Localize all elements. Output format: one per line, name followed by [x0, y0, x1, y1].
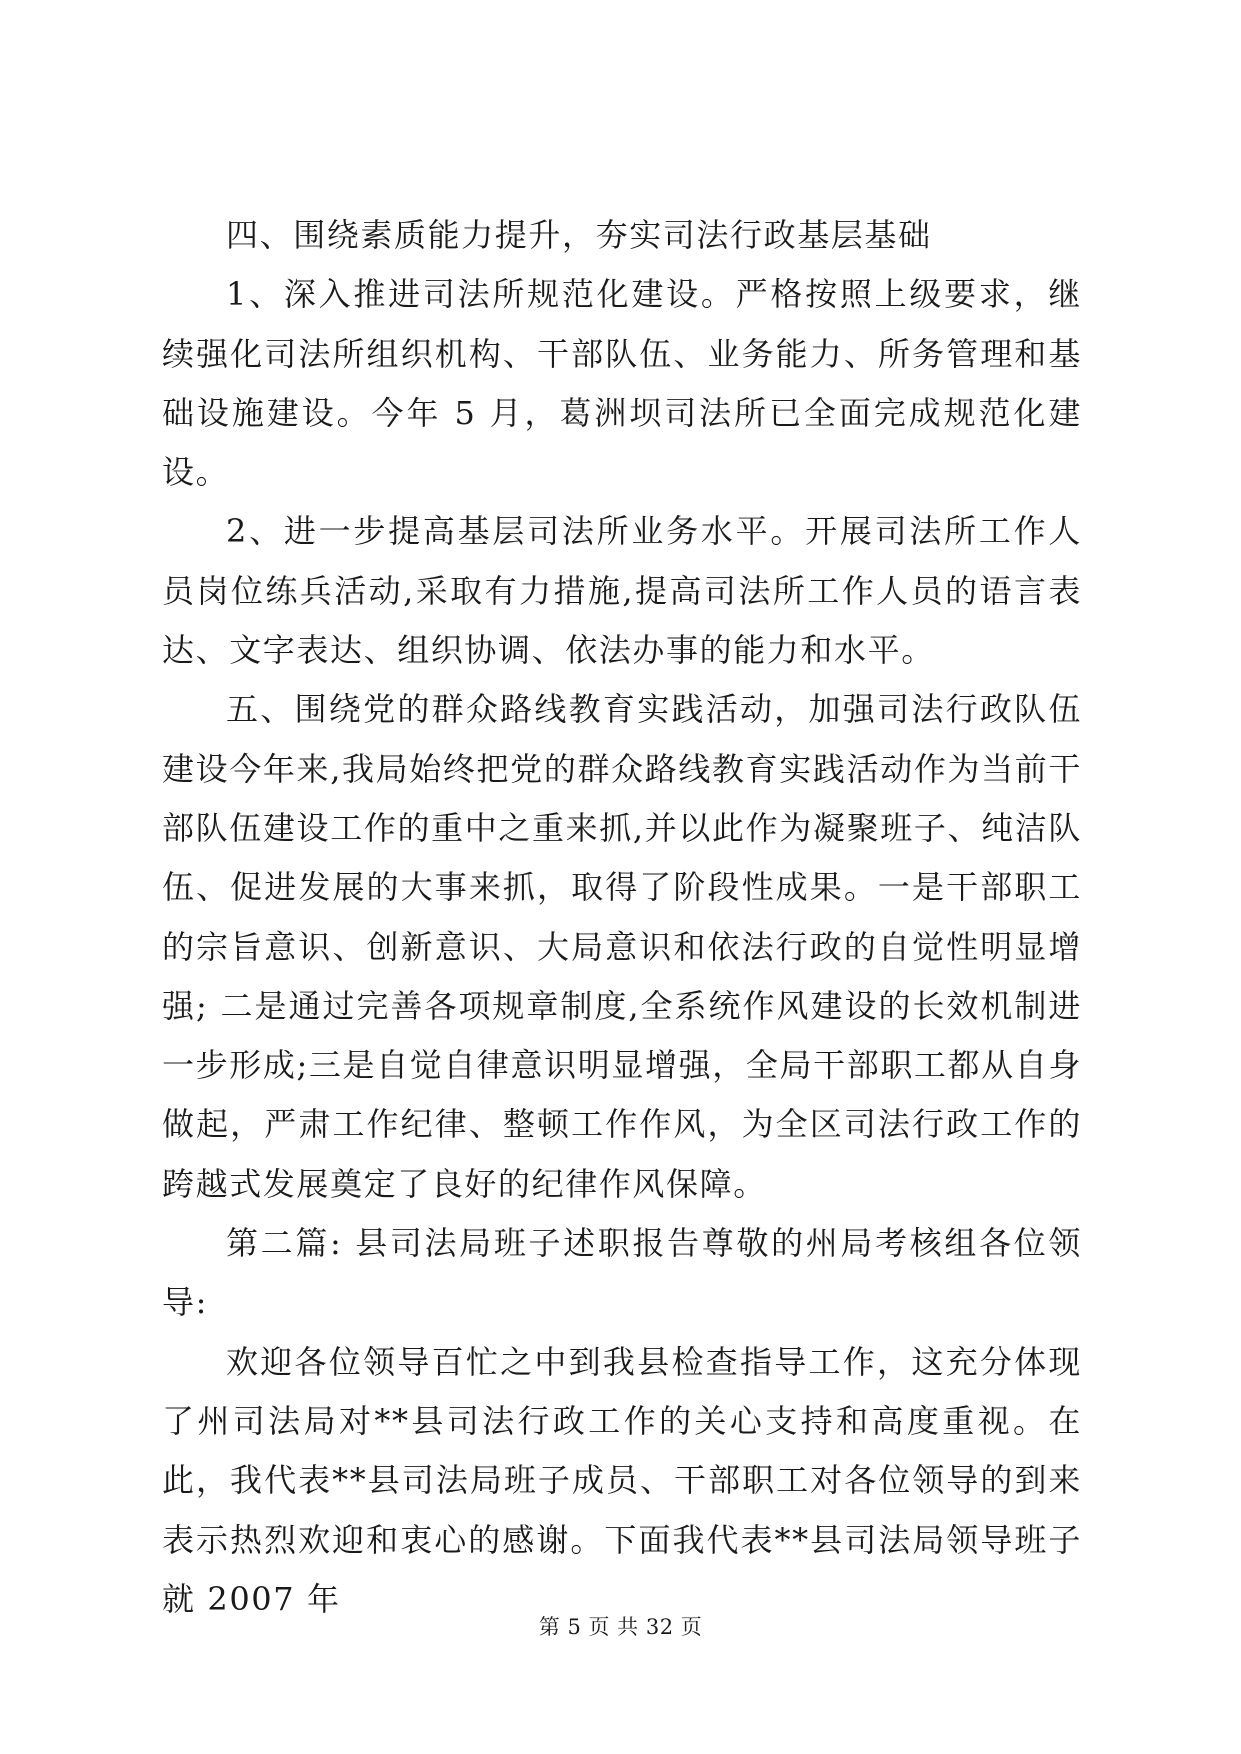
- paragraph-welcome: 欢迎各位领导百忙之中到我县检查指导工作，这充分体现了州司法局对**县司法行政工作的关心支持和高度重视。在此，我代表**县司法局班子成员、干部职工对各位领导的到来表示热烈欢迎和衷心的感谢。下面我代表**县司法局领导班子就 2007 年: [162, 1342, 1082, 1618]
- paragraph-item-1: 1、深入推进司法所规范化建设。严格按照上级要求，继续强化司法所组织机构、干部队伍、业务能力、所务管理和基础设施建设。今年 5 月，葛洲坝司法所已全面完成规范化建设。: [162, 275, 1082, 492]
- chapter-heading-2: 第二篇: 县司法局班子述职报告尊敬的州局考核组各位领导:: [162, 1224, 1082, 1322]
- document-body: [162, 206, 1082, 1629]
- page-footer: 第 5 页 共 32 页: [538, 1615, 703, 1639]
- section-heading-4: 四、围绕素质能力提升，夯实司法行政基层基础: [226, 216, 932, 254]
- paragraph-item-2: 2、进一步提高基层司法所业务水平。开展司法所工作人员岗位练兵活动,采取有力措施,提高司法所工作人员的语言表达、文字表达、组织协调、依法办事的能力和水平。: [162, 512, 1082, 670]
- section-paragraph-5: 五、围绕党的群众路线教育实践活动，加强司法行政队伍建设今年来,我局始终把党的群众路线教育实践活动作为当前干部队伍建设工作的重中之重来抓,并以此作为凝聚班子、纯洁队伍、促进发展的大事来抓，取得了阶段性成果。一是干部职工的宗旨意识、创新意识、大局意识和依法行政的自觉性明显增强; 二是通过完善各项规章制度,全系统作风建设的长效机制进一步形成;三是自觉自律意识明显增强，全局干部职工都从自身做起，严肃工作纪律、整顿工作作风，为全区司法行政工作的跨越式发展奠定了良好的纪律作风保障。: [162, 690, 1082, 1203]
